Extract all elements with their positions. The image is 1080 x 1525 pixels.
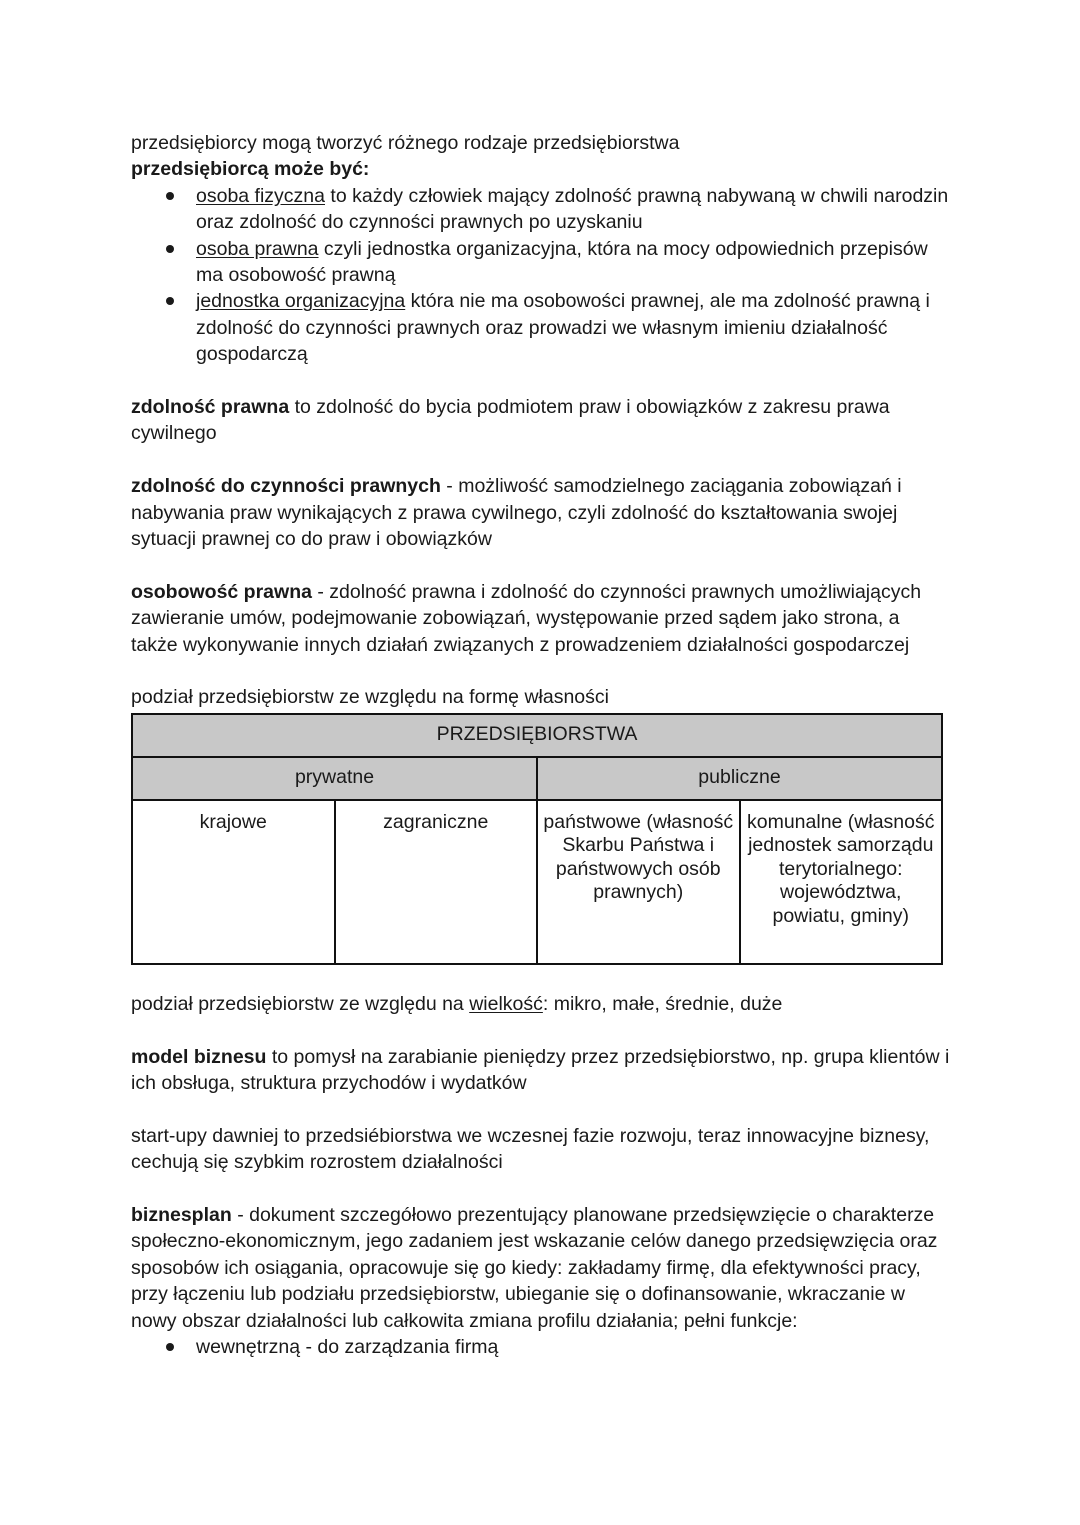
list-item: wewnętrzną - do zarządzania firmą xyxy=(131,1334,951,1360)
definition-business-plan: biznesplan - dokument szczegółowo prezentujący planowane przedsięwzięcie o charakterze społeczno-ekonomicznym, jego zadaniem jest wskazanie celów danego przedsięwzięcia oraz sposobów ich osiągania, opracowuje się go kiedy: zakładamy firmę, dla efektywności pracy, przy łączeniu lub podziału przedsiębiorstw, ubieganie się o dofinansowanie, wkraczanie w nowy obszar działalności lub całkowita zmiana profilu działania; pełni funkcje: xyxy=(131,1204,938,1332)
table-foreign-cell: zagraniczne xyxy=(335,800,538,964)
definition-business-model: model biznesu to pomysł na zarabianie pieniędzy przez przedsiębiorstwo, np. grupa klientów i ich obsługa, struktura przychodów i wydatków xyxy=(131,1045,950,1095)
list-item: jednostka organizacyjna która nie ma osobowości prawnej, ale ma zdolność prawną i zdolność do czynności prawnych oraz prowadzi we własnym imieniu działalność gospodarczą xyxy=(131,288,951,367)
list-item: osoba prawna czyli jednostka organizacyjna, która na mocy odpowiednich przepisów ma osobowość prawną xyxy=(131,236,951,289)
table-private-cell: prywatne xyxy=(132,757,537,800)
term: jednostka organizacyjna xyxy=(196,290,406,313)
size-division-line: podział przedsiębiorstw ze względu na wielkość: mikro, małe, średnie, duże xyxy=(131,992,783,1015)
document-page xyxy=(131,130,951,1361)
ownership-caption: podział przedsiębiorstw ze względu na formę własności xyxy=(131,686,609,709)
list-item: osoba fizyczna to każdy człowiek mający zdolność prawną nabywaną w chwili narodzin oraz zdolność do czynności prawnych po uzyskaniu xyxy=(131,183,951,236)
intro-line: przedsiębiorcy mogą tworzyć różnego rodzaje przedsiębiorstwa xyxy=(131,132,680,154)
definition-capacity-legal-acts: zdolność do czynności prawnych - możliwość samodzielnego zaciągania zobowiązań i nabywania praw wynikających z prawa cywilnego, czyli zdolność do kształtowania swojej sytuacji prawnej co do praw i obowiązków xyxy=(131,475,902,551)
entrepreneur-types-list xyxy=(131,183,951,368)
table-domestic-cell: krajowe xyxy=(132,800,335,964)
table-state-cell: państwowe (własność Skarbu Państwa i państwowych osób prawnych) xyxy=(537,800,740,964)
table-municipal-cell: komunalne (własność jednostek samorządu terytorialnego: województwa, powiatu, gminy) xyxy=(740,800,943,964)
table-root-cell: PRZEDSIĘBIORSTWA xyxy=(132,714,942,757)
term: osoba prawna xyxy=(196,237,319,260)
startups-paragraph: start-upy dawniej to przedsiébiorstwa we wczesnej fazie rozwoju, teraz innowacyjne biznesy, cechują się szybkim rozrostem działalności xyxy=(131,1124,930,1174)
term: osoba fizyczna xyxy=(196,184,325,207)
definition-legal-capacity: zdolność prawna to zdolność do bycia podmiotem praw i obowiązków z zakresu prawa cywilnego xyxy=(131,396,890,445)
business-plan-functions-list xyxy=(131,1334,951,1360)
table-public-cell: publiczne xyxy=(537,757,942,800)
definition-legal-personality: osobowość prawna - zdolność prawna i zdolność do czynności prawnych umożliwiających zawieranie umów, podejmowanie zobowiązań, występowanie przed sądem jako strona, a także wykonywanie innych działań związanych z prowadzeniem działalności gospodarczej xyxy=(131,580,922,656)
ownership-table xyxy=(131,713,943,965)
heading-who-can-be: przedsiębiorcą może być: xyxy=(131,158,370,181)
